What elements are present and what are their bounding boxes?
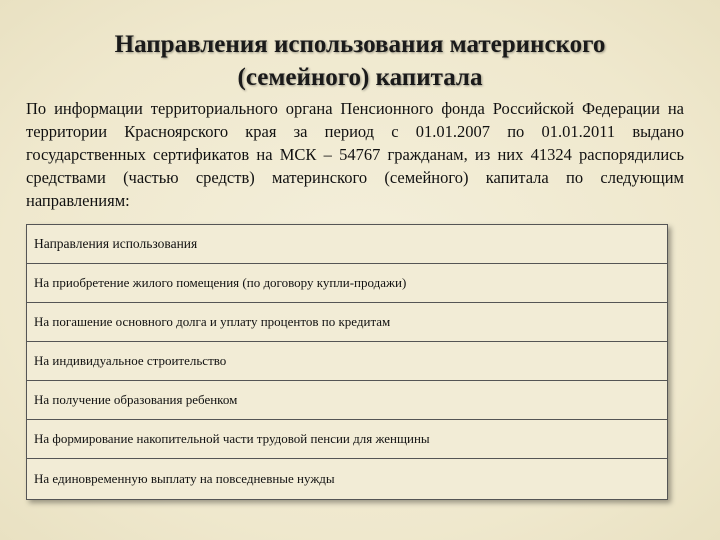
table-row: На погашение основного долга и уплату процентов по кредитам bbox=[27, 303, 667, 342]
usage-directions-table bbox=[26, 224, 668, 500]
table-row: На формирование накопительной части трудовой пенсии для женщины bbox=[27, 420, 667, 459]
table-row: На индивидуальное строительство bbox=[27, 342, 667, 381]
slide-title bbox=[40, 28, 680, 94]
table-row: На единовременную выплату на повседневные нужды bbox=[27, 459, 667, 500]
title-line-1: Направления использования материнского bbox=[114, 31, 606, 58]
table-row: На приобретение жилого помещения (по договору купли-продажи) bbox=[27, 264, 667, 303]
table-row: На получение образования ребенком bbox=[27, 381, 667, 420]
table-header: Направления использования bbox=[27, 225, 667, 264]
title-line-2: (семейного) капитала bbox=[237, 64, 483, 91]
intro-paragraph: По информации территориального органа Пенсионного фонда Российской Федерации на территории Красноярского края за период с 01.01.2007 по 01.01.2011 выдано государственных сертификатов на МСК – 54767 гражданам, из них 41324 распорядились средствами (частью средств) материнского (семейного) капитала по следующим направлениям: bbox=[26, 99, 684, 210]
